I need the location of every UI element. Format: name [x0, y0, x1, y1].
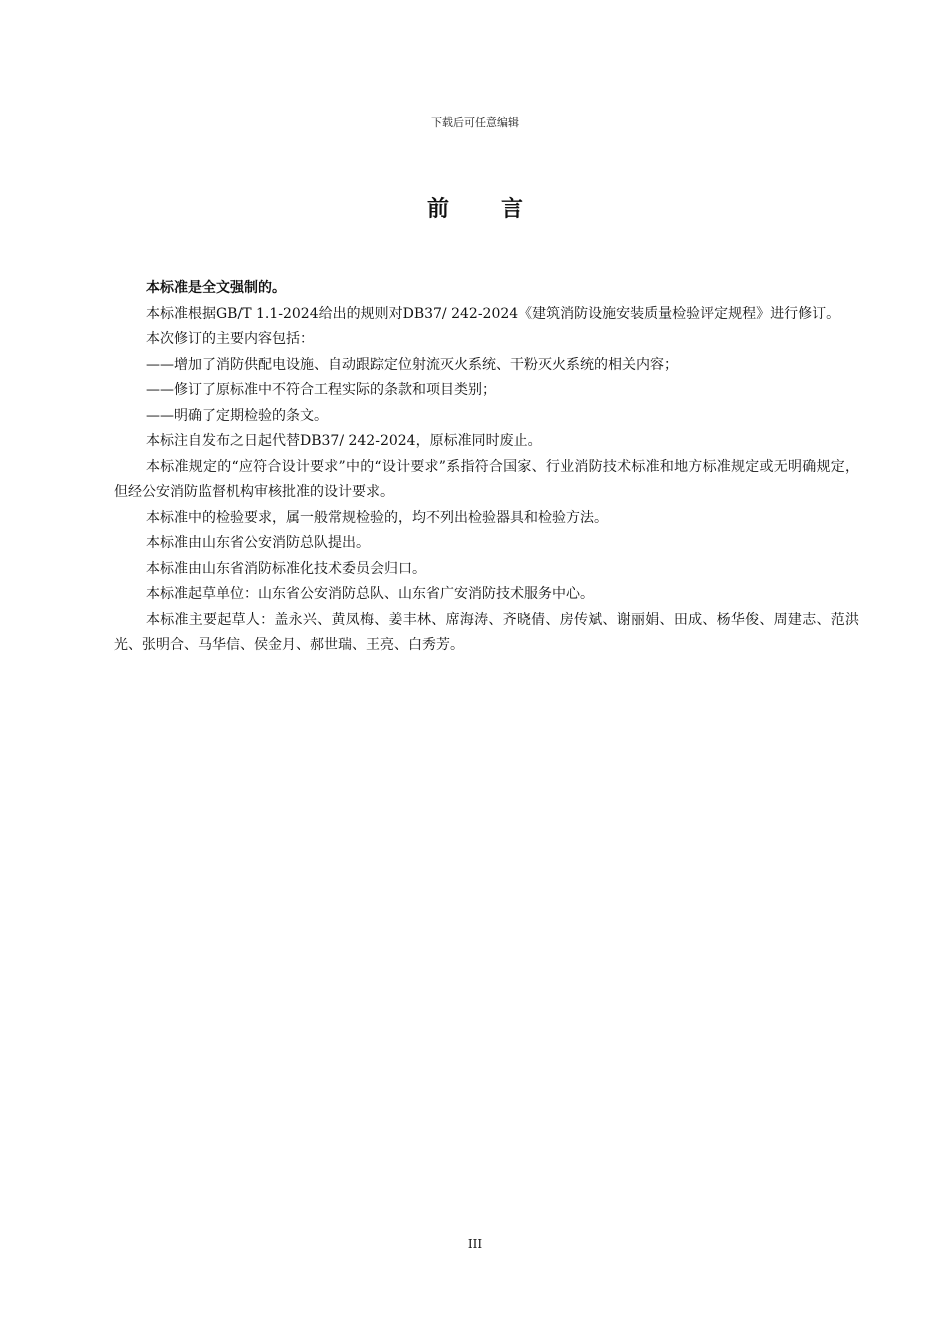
preface-body — [114, 276, 859, 659]
page-number: III — [467, 1237, 483, 1251]
paragraph-replacement: 本标注自发布之日起代替DB37/ 242-2024，原标准同时废止。 — [146, 433, 542, 449]
paragraph-drafters: 本标准主要起草人：盖永兴、黄凤梅、姜丰林、席海涛、齐晓倩、房传斌、谢丽娟、田成、杨华俊、周建志、范洪光、张明合、马华信、侯金月、郝世瑞、王亮、白秀芳。 — [114, 611, 859, 653]
paragraph-design-requirement: 本标准规定的“应符合设计要求”中的“设计要求”系指符合国家、行业消防技术标准和地方标准规定或无明确规定，但经公安消防监督机构审核批准的设计要求。 — [114, 458, 859, 500]
paragraph-change-item: ——修订了原标准中不符合工程实际的条款和项目类别； — [146, 382, 496, 398]
paragraph-committee: 本标准由山东省消防标准化技术委员会归口。 — [146, 560, 426, 577]
paragraph-drafting-unit: 本标准起草单位：山东省公安消防总队、山东省广安消防技术服务中心。 — [146, 586, 594, 602]
header-note: 下载后可任意编辑 — [431, 116, 519, 129]
paragraph-mandatory: 本标准是全文强制的。 — [146, 280, 286, 296]
paragraph-inspection: 本标准中的检验要求，属一般常规检验的，均不列出检验器具和检验方法。 — [146, 509, 608, 526]
paragraph-basis: 本标准根据GB/T 1.1-2024给出的规则对DB37/ 242-2024《建筑消防设施安装质量检验评定规程》进行修订。 — [146, 305, 841, 322]
paragraph-change-item: ——明确了定期检验的条文。 — [146, 407, 328, 424]
paragraph-change-item: ——增加了消防供配电设施、自动跟踪定位射流灭火系统、干粉灭火系统的相关内容； — [146, 356, 678, 373]
page-title: 前言 — [426, 197, 575, 222]
paragraph-changes-intro: 本次修订的主要内容包括： — [146, 331, 314, 347]
paragraph-proposer: 本标准由山东省公安消防总队提出。 — [146, 535, 370, 551]
